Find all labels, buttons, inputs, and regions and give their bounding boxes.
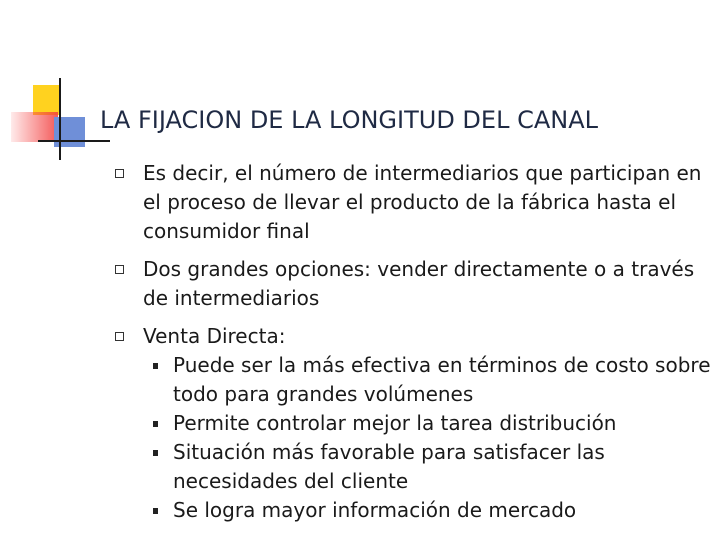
checkbox-bullet-icon bbox=[115, 265, 124, 274]
bullet-list bbox=[115, 159, 715, 525]
slide-logo-decoration bbox=[0, 0, 110, 170]
sub-bullet-text: Permite controlar mejor la tarea distribución bbox=[173, 411, 617, 435]
logo-horizontal-line bbox=[38, 140, 110, 142]
square-bullet-icon bbox=[153, 421, 158, 427]
checkbox-bullet-icon bbox=[115, 332, 124, 341]
sub-bullet-text: Situación más favorable para satisfacer las necesidades del cliente bbox=[173, 440, 605, 493]
sub-bullet-text: Puede ser la más efectiva en términos de costo sobre todo para grandes volúmenes bbox=[173, 353, 711, 406]
bullet-text: Es decir, el número de intermediarios que participan en el proceso de llevar el producto de la fábrica hasta el consumidor final bbox=[143, 161, 702, 243]
logo-yellow-square bbox=[33, 85, 61, 115]
slide-title: LA FIJACION DE LA LONGITUD DEL CANAL bbox=[100, 106, 598, 134]
square-bullet-icon bbox=[153, 508, 158, 514]
logo-vertical-line bbox=[59, 78, 61, 160]
sub-bullet-item bbox=[143, 351, 715, 409]
square-bullet-icon bbox=[153, 450, 158, 456]
bullet-item bbox=[115, 322, 715, 525]
sub-bullet-item bbox=[143, 409, 715, 438]
sub-bullet-text: Se logra mayor información de mercado bbox=[173, 498, 577, 522]
logo-red-square bbox=[11, 112, 58, 142]
square-bullet-icon bbox=[153, 363, 158, 369]
sub-bullet-item bbox=[143, 496, 715, 525]
checkbox-bullet-icon bbox=[115, 169, 124, 178]
sub-bullet-item bbox=[143, 438, 715, 496]
bullet-text: Venta Directa: bbox=[143, 324, 286, 348]
bullet-item bbox=[115, 255, 715, 313]
bullet-text: Dos grandes opciones: vender directamente o a través de intermediarios bbox=[143, 257, 695, 310]
bullet-item bbox=[115, 159, 715, 246]
